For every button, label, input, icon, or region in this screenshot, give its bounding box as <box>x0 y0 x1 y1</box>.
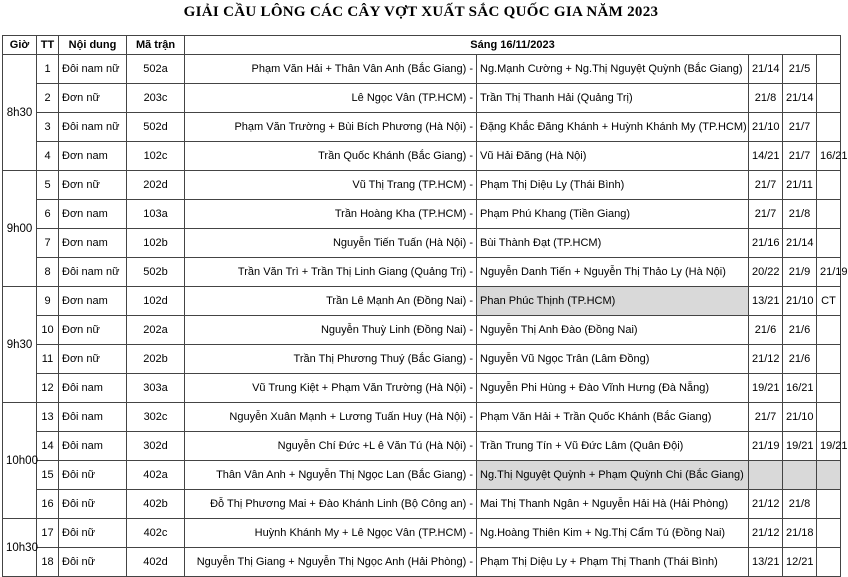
score-game-2: 21/6 <box>783 316 817 345</box>
player-left: Huỳnh Khánh My + Lê Ngọc Vân (TP.HCM) - <box>185 519 477 548</box>
score-game-1: 21/12 <box>749 490 783 519</box>
score-game-1: 19/21 <box>749 374 783 403</box>
player-left: Nguyễn Thị Giang + Nguyễn Thị Ngọc Anh (Hải Phòng) - <box>185 548 477 577</box>
score-game-2: 21/14 <box>783 84 817 113</box>
player-right: Bùi Thành Đạt (TP.HCM) <box>477 229 749 258</box>
match-number: 13 <box>37 403 59 432</box>
event-name: Đôi nam nữ <box>59 258 127 287</box>
score-game-2: 21/8 <box>783 490 817 519</box>
score-game-1: 13/21 <box>749 287 783 316</box>
score-game-1: 21/14 <box>749 55 783 84</box>
match-number: 17 <box>37 519 59 548</box>
player-left: Nguyễn Xuân Mạnh + Lương Tuấn Huy (Hà Nội) - <box>185 403 477 432</box>
score-game-2: 21/5 <box>783 55 817 84</box>
score-game-3 <box>817 55 841 84</box>
score-game-1: 21/8 <box>749 84 783 113</box>
score-game-3 <box>817 548 841 577</box>
match-number: 8 <box>37 258 59 287</box>
match-number: 12 <box>37 374 59 403</box>
player-left: Nguyễn Thuỳ Linh (Đồng Nai) - <box>185 316 477 345</box>
score-game-1: 14/21 <box>749 142 783 171</box>
score-game-2: 21/11 <box>783 171 817 200</box>
event-name: Đơn nam <box>59 142 127 171</box>
player-left: Trần Lê Mạnh An (Đồng Nai) - <box>185 287 477 316</box>
score-game-3: 19/21 <box>817 432 841 461</box>
player-left: Nguyễn Tiến Tuấn (Hà Nội) - <box>185 229 477 258</box>
score-game-2: 16/21 <box>783 374 817 403</box>
player-left: Phạm Văn Trường + Bùi Bích Phương (Hà Nội) - <box>185 113 477 142</box>
table-row <box>3 519 841 548</box>
header-session: Sáng 16/11/2023 <box>185 36 841 55</box>
match-code: 402c <box>127 519 185 548</box>
player-right: Nguyễn Phi Hùng + Đào Vĩnh Hưng (Đà Nẵng) <box>477 374 749 403</box>
match-number: 11 <box>37 345 59 374</box>
player-right: Nguyễn Vũ Ngọc Trân (Lâm Đồng) <box>477 345 749 374</box>
table-row <box>3 55 841 84</box>
player-left: Lê Ngọc Vân (TP.HCM) - <box>185 84 477 113</box>
table-row <box>3 432 841 461</box>
match-code: 203c <box>127 84 185 113</box>
player-right: Trần Thị Thanh Hải (Quảng Trị) <box>477 84 749 113</box>
match-code: 502b <box>127 258 185 287</box>
event-name: Đơn nam <box>59 287 127 316</box>
table-row <box>3 200 841 229</box>
event-name: Đôi nữ <box>59 548 127 577</box>
table-row <box>3 548 841 577</box>
player-left: Trần Thị Phương Thuý (Bắc Giang) - <box>185 345 477 374</box>
schedule-body <box>3 55 848 577</box>
player-right: Nguyễn Thị Anh Đào (Đồng Nai) <box>477 316 749 345</box>
score-game-1: 13/21 <box>749 548 783 577</box>
score-game-2: 21/8 <box>783 200 817 229</box>
match-code: 402d <box>127 548 185 577</box>
match-number: 6 <box>37 200 59 229</box>
table-row <box>3 84 841 113</box>
score-game-2: 12/21 <box>783 548 817 577</box>
match-number: 18 <box>37 548 59 577</box>
score-game-3 <box>817 345 841 374</box>
match-code: 302c <box>127 403 185 432</box>
score-game-1: 21/16 <box>749 229 783 258</box>
score-game-1: 21/7 <box>749 403 783 432</box>
player-right: Trần Trung Tín + Vũ Đức Lâm (Quân Đội) <box>477 432 749 461</box>
score-game-1: 21/12 <box>749 519 783 548</box>
match-code: 102d <box>127 287 185 316</box>
match-number: 9 <box>37 287 59 316</box>
score-game-3 <box>817 200 841 229</box>
time-slot: 9h00 <box>3 171 37 287</box>
time-slot: 8h30 <box>3 55 37 171</box>
match-code: 202a <box>127 316 185 345</box>
score-game-3 <box>817 113 841 142</box>
score-game-2: 21/7 <box>783 113 817 142</box>
player-left: Trần Quốc Khánh (Bắc Giang) - <box>185 142 477 171</box>
score-game-3: 16/21 <box>817 142 841 171</box>
table-row <box>3 287 841 316</box>
time-slot: 9h30 <box>3 287 37 403</box>
player-left: Nguyễn Chí Đức +L ê Văn Tú (Hà Nội) - <box>185 432 477 461</box>
header-time: Giờ <box>3 36 37 55</box>
player-right: Đặng Khắc Đăng Khánh + Huỳnh Khánh My (TP.HCM) <box>477 113 749 142</box>
match-code: 202d <box>127 171 185 200</box>
score-game-3 <box>817 519 841 548</box>
event-name: Đôi nam <box>59 432 127 461</box>
table-row <box>3 345 841 374</box>
schedule-table <box>2 35 848 577</box>
score-game-1: 21/19 <box>749 432 783 461</box>
table-row <box>3 113 841 142</box>
score-game-1: 21/6 <box>749 316 783 345</box>
score-game-2: 21/18 <box>783 519 817 548</box>
event-name: Đôi nữ <box>59 519 127 548</box>
event-name: Đơn nữ <box>59 345 127 374</box>
score-game-3 <box>817 84 841 113</box>
match-number: 3 <box>37 113 59 142</box>
player-right: Phan Phúc Thịnh (TP.HCM) <box>477 287 749 316</box>
event-name: Đơn nữ <box>59 84 127 113</box>
score-game-2: 21/9 <box>783 258 817 287</box>
match-number: 7 <box>37 229 59 258</box>
match-number: 14 <box>37 432 59 461</box>
event-name: Đôi nam nữ <box>59 55 127 84</box>
score-game-3 <box>817 403 841 432</box>
header-match-code: Mã trận <box>127 36 185 55</box>
score-game-2: 21/6 <box>783 345 817 374</box>
match-code: 102c <box>127 142 185 171</box>
score-game-1: 21/10 <box>749 113 783 142</box>
event-name: Đơn nữ <box>59 316 127 345</box>
match-code: 103a <box>127 200 185 229</box>
score-game-2 <box>783 461 817 490</box>
player-right: Phạm Thị Diệu Ly (Thái Bình) <box>477 171 749 200</box>
event-name: Đôi nam <box>59 403 127 432</box>
score-game-1: 21/7 <box>749 200 783 229</box>
table-row <box>3 490 841 519</box>
page-title: GIẢI CẦU LÔNG CÁC CÂY VỢT XUẤT SẮC QUỐC GIA NĂM 2023 <box>183 4 659 20</box>
player-right: Ng.Mạnh Cường + Ng.Thị Nguyệt Quỳnh (Bắc Giang) <box>477 55 749 84</box>
table-row <box>3 403 841 432</box>
score-game-3: CT <box>817 287 841 316</box>
table-row <box>3 142 841 171</box>
event-name: Đơn nam <box>59 229 127 258</box>
match-number: 10 <box>37 316 59 345</box>
match-code: 402b <box>127 490 185 519</box>
match-code: 102b <box>127 229 185 258</box>
player-left: Trần Hoàng Kha (TP.HCM) - <box>185 200 477 229</box>
score-game-1: 21/12 <box>749 345 783 374</box>
score-game-3 <box>817 229 841 258</box>
player-left: Đỗ Thị Phương Mai + Đào Khánh Linh (Bộ Công an) - <box>185 490 477 519</box>
match-code: 502a <box>127 55 185 84</box>
match-number: 15 <box>37 461 59 490</box>
player-right: Phạm Phú Khang (Tiền Giang) <box>477 200 749 229</box>
player-right: Nguyễn Danh Tiến + Nguyễn Thị Thảo Ly (Hà Nội) <box>477 258 749 287</box>
table-row <box>3 171 841 200</box>
player-left: Thân Vân Anh + Nguyễn Thị Ngọc Lan (Bắc Giang) - <box>185 461 477 490</box>
player-right: Phạm Thị Diệu Ly + Phạm Thị Thanh (Thái Bình) <box>477 548 749 577</box>
header-event: Nội dung <box>59 36 127 55</box>
player-right: Mai Thị Thanh Ngân + Nguyễn Hải Hà (Hải Phòng) <box>477 490 749 519</box>
match-number: 2 <box>37 84 59 113</box>
player-right: Ng.Hoàng Thiên Kim + Ng.Thị Cẩm Tú (Đồng Nai) <box>477 519 749 548</box>
match-number: 1 <box>37 55 59 84</box>
player-left: Trần Văn Trì + Trần Thị Linh Giang (Quảng Trị) - <box>185 258 477 287</box>
score-game-1: 21/7 <box>749 171 783 200</box>
table-row <box>3 258 841 287</box>
player-left: Phạm Văn Hải + Thân Vân Anh (Bắc Giang) - <box>185 55 477 84</box>
event-name: Đôi nữ <box>59 490 127 519</box>
score-game-3 <box>817 461 841 490</box>
score-game-3: 21/19 <box>817 258 841 287</box>
event-name: Đôi nam nữ <box>59 113 127 142</box>
player-left: Vũ Thị Trang (TP.HCM) - <box>185 171 477 200</box>
event-name: Đôi nam <box>59 374 127 403</box>
header-no: TT <box>37 36 59 55</box>
match-number: 4 <box>37 142 59 171</box>
score-game-3 <box>817 316 841 345</box>
score-game-2: 19/21 <box>783 432 817 461</box>
table-row <box>3 229 841 258</box>
event-name: Đơn nữ <box>59 171 127 200</box>
score-game-1: 20/22 <box>749 258 783 287</box>
score-game-2: 21/14 <box>783 229 817 258</box>
event-name: Đôi nữ <box>59 461 127 490</box>
score-game-3 <box>817 490 841 519</box>
match-number: 16 <box>37 490 59 519</box>
player-right: Vũ Hải Đăng (Hà Nội) <box>477 142 749 171</box>
player-left: Vũ Trung Kiệt + Phạm Văn Trường (Hà Nội) - <box>185 374 477 403</box>
match-code: 202b <box>127 345 185 374</box>
score-game-3 <box>817 374 841 403</box>
score-game-2: 21/10 <box>783 403 817 432</box>
score-game-3 <box>817 171 841 200</box>
time-slot: 10h00 <box>3 403 37 519</box>
match-code: 402a <box>127 461 185 490</box>
player-right: Phạm Văn Hải + Trần Quốc Khánh (Bắc Giang) <box>477 403 749 432</box>
score-game-2: 21/7 <box>783 142 817 171</box>
table-row <box>3 316 841 345</box>
match-code: 303a <box>127 374 185 403</box>
header-row <box>3 36 841 55</box>
table-row <box>3 374 841 403</box>
score-game-2: 21/10 <box>783 287 817 316</box>
match-code: 502d <box>127 113 185 142</box>
time-slot: 10h30 <box>3 519 37 577</box>
player-right: Ng.Thị Nguyệt Quỳnh + Phạm Quỳnh Chi (Bắc Giang) <box>477 461 749 490</box>
event-name: Đơn nam <box>59 200 127 229</box>
match-number: 5 <box>37 171 59 200</box>
match-code: 302d <box>127 432 185 461</box>
score-game-1 <box>749 461 783 490</box>
table-row <box>3 461 841 490</box>
